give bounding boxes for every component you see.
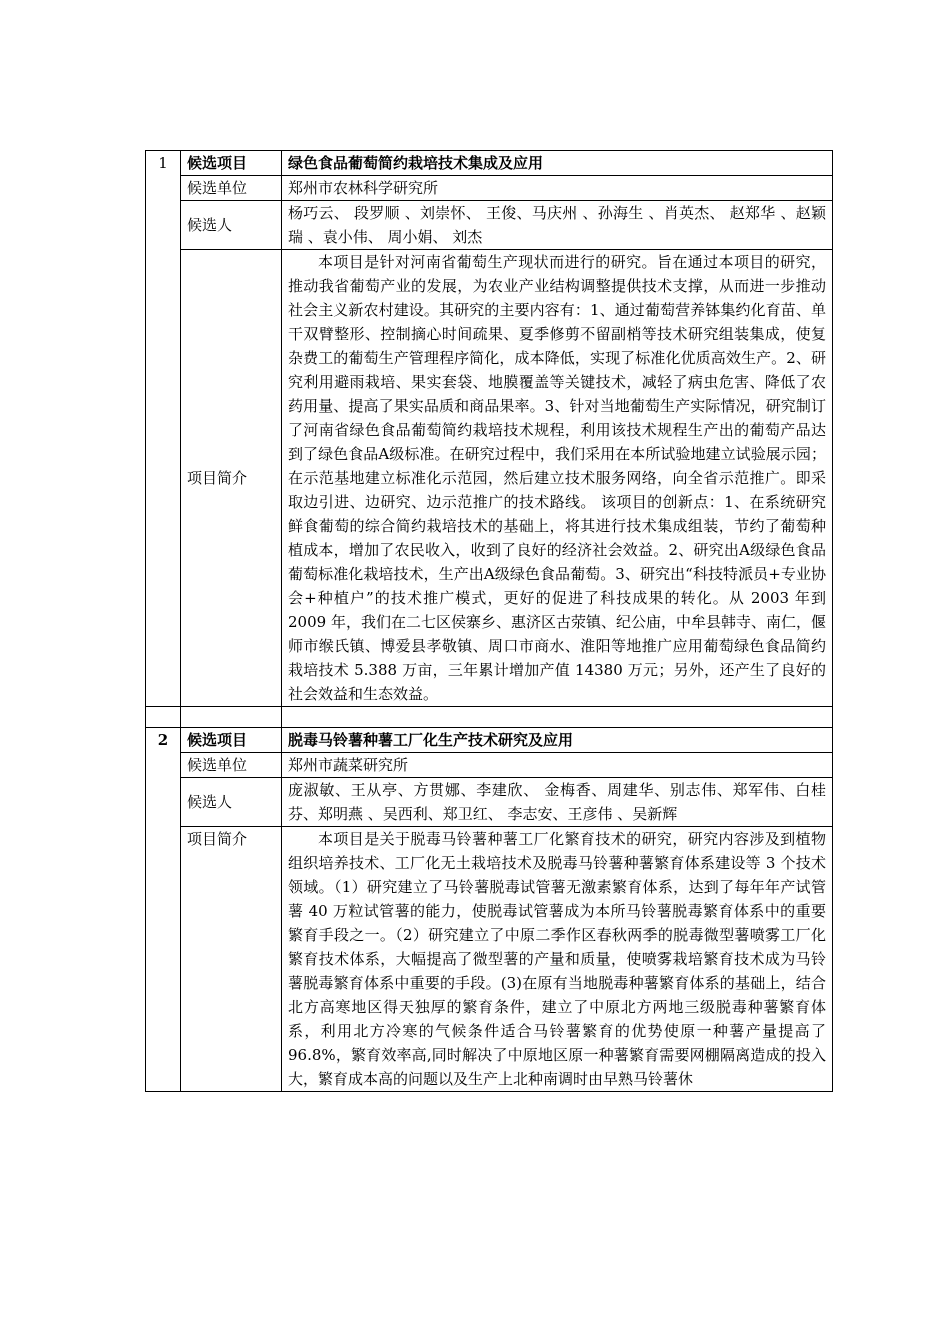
project-2-label-people: 候选人 xyxy=(181,778,282,827)
project-1-label-intro: 项目简介 xyxy=(181,250,282,707)
project-1-intro-row xyxy=(146,250,833,707)
project-2-unit-row xyxy=(146,753,833,778)
project-2-intro-row xyxy=(146,827,833,1092)
spacer-row xyxy=(146,707,833,728)
project-2-label-unit: 候选单位 xyxy=(181,753,282,778)
project-table xyxy=(145,150,833,1092)
project-1-title-row xyxy=(146,151,833,176)
project-2-label-intro: 项目简介 xyxy=(181,827,282,1092)
project-2-label-project: 候选项目 xyxy=(181,728,282,753)
project-2-people: 庞淑敏、王从亭、方贯娜、李建欣、 金梅香、周建华、别志伟、郑军伟、白桂芬、郑明燕 、吴西利、郑卫红、 李志安、王彦伟 、吴新辉 xyxy=(282,778,833,827)
project-1-people: 杨巧云、 段罗顺 、刘崇怀、 王俊、马庆州 、孙海生 、肖英杰、 赵郑华 、赵颖瑞 、袁小伟、 周小娟、 刘杰 xyxy=(282,201,833,250)
project-1-number: 1 xyxy=(146,151,181,707)
project-2-people-row xyxy=(146,778,833,827)
project-2-number: 2 xyxy=(146,728,181,1092)
project-1-label-people: 候选人 xyxy=(181,201,282,250)
project-2-title-row xyxy=(146,728,833,753)
project-1-unit: 郑州市农林科学研究所 xyxy=(282,176,833,201)
project-1-label-project: 候选项目 xyxy=(181,151,282,176)
project-1-people-row xyxy=(146,201,833,250)
project-1-unit-row xyxy=(146,176,833,201)
project-2-intro: 本项目是关于脱毒马铃薯种薯工厂化繁育技术的研究，研究内容涉及到植物组织培养技术、工厂化无土栽培技术及脱毒马铃薯种薯繁育体系建设等 3 个技术领域。（1）研究建立了马铃薯脱毒试管薯无激素繁育体系，达到了每年年产试管薯 40 万粒试管薯的能力，使脱毒试管薯成为本所马铃薯脱毒繁育体系中的重要繁育手段之一。（2）研究建立了中原二季作区春秋两季的脱毒微型薯喷雾工厂化繁育技术体系，大幅提高了微型薯的产量和质量，使喷雾栽培繁育技术成为马铃薯脱毒繁育体系中重要的手段。(3)在原有当地脱毒种薯繁育体系的基础上，结合北方高寒地区得天独厚的繁育条件，建立了中原北方两地三级脱毒种薯繁育体系，利用北方冷寒的气候条件适合马铃薯繁育的优势使原一种薯产量提高了 96.8%，繁育效率高,同时解决了中原地区原一种薯繁育需要网棚隔离造成的投入大，繁育成本高的问题以及生产上北种南调时由早熟马铃薯休 xyxy=(282,827,833,1092)
project-1-label-unit: 候选单位 xyxy=(181,176,282,201)
project-2-name: 脱毒马铃薯种薯工厂化生产技术研究及应用 xyxy=(282,728,833,753)
project-1-name: 绿色食品葡萄简约栽培技术集成及应用 xyxy=(282,151,833,176)
project-1-intro: 本项目是针对河南省葡萄生产现状而进行的研究。旨在通过本项目的研究，推动我省葡萄产业的发展，为农业产业结构调整提供技术支撑，从而进一步推动社会主义新农村建设。其研究的主要内容有：1、通过葡萄营养钵集约化育苗、单干双臂整形、控制摘心时间疏果、夏季修剪不留副梢等技术研究组装集成，使复杂费工的葡萄生产管理程序简化，成本降低，实现了标准化优质高效生产。2、研究利用避雨栽培、果实套袋、地膜覆盖等关键技术，减轻了病虫危害、降低了农药用量、提高了果实品质和商品果率。3、针对当地葡萄生产实际情况，研究制订了河南省绿色食品葡萄简约栽培技术规程，利用该技术规程生产出的葡萄产品达到了绿色食品A级标准。在研究过程中，我们采用在本所试验地建立试验展示园；在示范基地建立标准化示范园，然后建立技术服务网络，向全省示范推广。即采取边引进、边研究、边示范推广的技术路线。 该项目的创新点：1、在系统研究鲜食葡萄的综合简约栽培技术的基础上，将其进行技术集成组装，节约了葡萄种植成本，增加了农民收入，收到了良好的经济社会效益。2、研究出A级绿色食品葡萄标准化栽培技术，生产出A级绿色食品葡萄。3、研究出“科技特派员+专业协会+种植户”的技术推广模式，更好的促进了科技成果的转化。从 2003 年到 2009 年，我们在二七区侯寨乡、惠济区古荥镇、纪公庙，中牟县韩寺、南仁，偃师市缑氏镇、博爱县孝敬镇、周口市商水、淮阳等地推广应用葡萄绿色食品简约栽培技术 5.388 万亩，三年累计增加产值 14380 万元；另外，还产生了良好的社会效益和生态效益。 xyxy=(282,250,833,707)
project-2-unit: 郑州市蔬菜研究所 xyxy=(282,753,833,778)
